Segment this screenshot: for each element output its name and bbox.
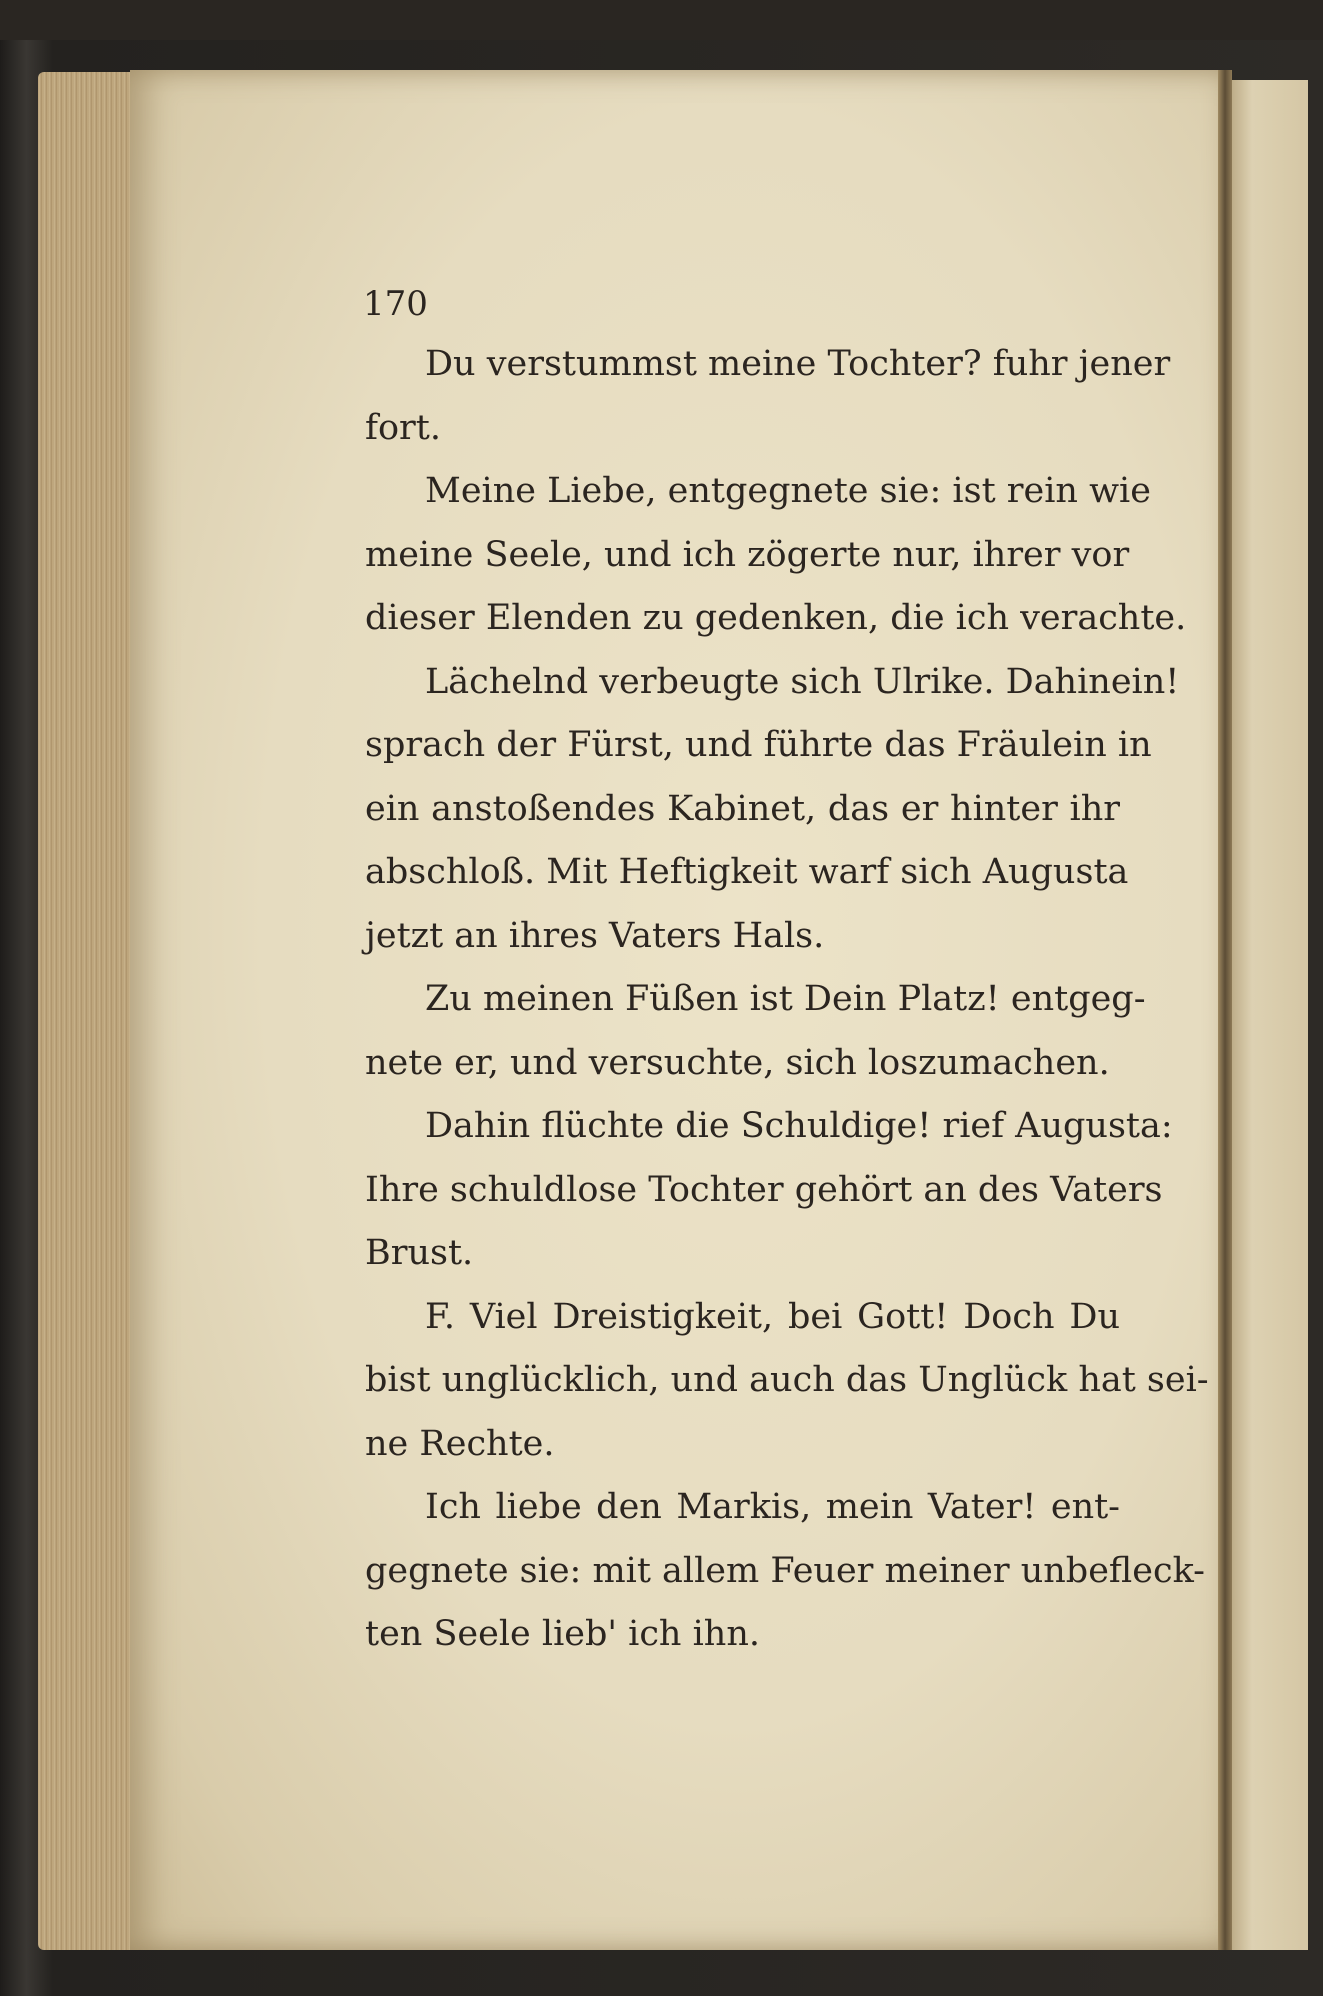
text-line: Lächelnd verbeugte sich Ulrike. Dahinein! bbox=[425, 661, 1180, 702]
text-line: ten Seele lieb' ich ihn. bbox=[365, 1614, 760, 1654]
text-line: Du verstummst meine Tochter? fuhr jener bbox=[425, 344, 1171, 384]
text-line: bist unglücklich, und auch das Unglück hat sei- bbox=[365, 1360, 1209, 1400]
page-number: 170 bbox=[363, 284, 428, 324]
page-text bbox=[365, 333, 1209, 1667]
text-line: Zu meinen Füßen ist Dein Platz! entgeg- bbox=[425, 979, 1146, 1019]
text-line: Dahin flüchte die Schuldige! rief Augusta: bbox=[425, 1106, 1173, 1146]
text-line: Brust. bbox=[365, 1233, 474, 1273]
text-line: nete er, und versuchte, sich loszumachen. bbox=[365, 1042, 1110, 1083]
book-gutter bbox=[1218, 70, 1232, 1950]
text-line: jetzt an ihres Vaters Hals. bbox=[365, 915, 825, 956]
text-line: fort. bbox=[365, 407, 441, 448]
text-line: dieser Elenden zu gedenken, die ich verachte. bbox=[365, 598, 1187, 638]
text-line: sprach der Fürst, und führte das Fräulein in bbox=[365, 725, 1152, 765]
text-line: Ich liebe den Markis, mein Vater! ent- bbox=[425, 1487, 1120, 1527]
text-line: ein anstoßendes Kabinet, das er hinter ihr bbox=[365, 788, 1120, 829]
text-line: meine Seele, und ich zögerte nur, ihrer vor bbox=[365, 534, 1130, 575]
text-line: Meine Liebe, entgegnete sie: ist rein wie bbox=[425, 471, 1151, 511]
text-line: Ihre schuldlose Tochter gehört an des Vaters bbox=[365, 1169, 1163, 1210]
text-line: F. Viel Dreistigkeit, bei Gott! Doch Du bbox=[425, 1296, 1120, 1337]
text-line: ne Rechte. bbox=[365, 1423, 555, 1464]
facing-page-edge bbox=[1228, 80, 1308, 1950]
text-line: abschloß. Mit Heftigkeit warf sich Augusta bbox=[365, 852, 1129, 892]
text-line: gegnete sie: mit allem Feuer meiner unbefleck- bbox=[365, 1550, 1205, 1591]
